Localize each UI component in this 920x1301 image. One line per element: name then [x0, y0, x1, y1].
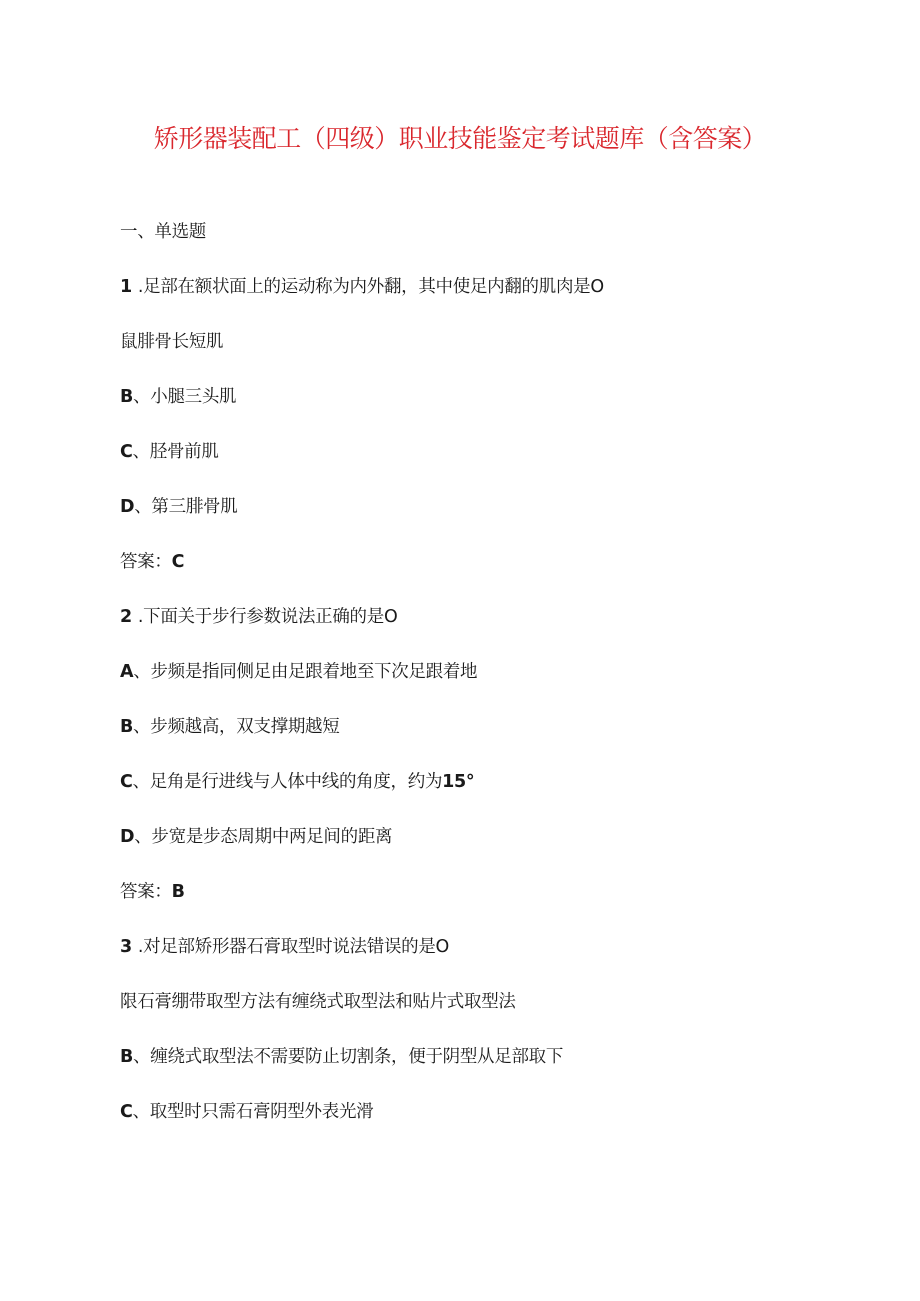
- question-1-option-b: [120, 384, 236, 410]
- option-label: C: [120, 772, 133, 792]
- option-text: 、步宽是步态周期中两足间的距离: [134, 827, 393, 847]
- option-label: D: [120, 497, 135, 517]
- question-1-option-a: [120, 329, 223, 355]
- option-text: 限石膏绷带取型方法有缠绕式取型法和贴片式取型法: [120, 992, 516, 1012]
- option-text: 、步频是指同侧足由足跟着地至下次足跟着地: [133, 662, 478, 682]
- question-2-option-a: [120, 659, 477, 685]
- question-text: .足部在额状面上的运动称为内外翻，其中使足内翻的肌肉是O: [137, 277, 604, 297]
- option-text: 、足角是行进线与人体中线的角度，约为: [132, 772, 443, 792]
- option-label: B: [120, 717, 134, 737]
- question-3-stem: [120, 934, 449, 960]
- question-number: 1: [120, 277, 132, 297]
- question-1-option-c: [120, 439, 219, 465]
- question-2-answer: [120, 879, 185, 905]
- option-text: 鼠腓骨长短肌: [120, 332, 224, 352]
- option-label: B: [120, 1047, 134, 1067]
- option-label: A: [120, 662, 134, 682]
- option-label: C: [120, 442, 133, 462]
- option-text: 、取型时只需石膏阴型外表光滑: [132, 1102, 374, 1122]
- answer-value: C: [171, 552, 185, 572]
- question-2-stem: [120, 604, 397, 630]
- option-label: C: [120, 1102, 133, 1122]
- question-3-option-c: [120, 1099, 373, 1125]
- question-3-option-b: [120, 1044, 563, 1070]
- question-3-option-a: [120, 989, 516, 1015]
- question-number: 3: [120, 937, 132, 957]
- answer-label: 答案：: [120, 882, 172, 902]
- option-text: 、步频越高，双支撑期越短: [133, 717, 340, 737]
- question-2-option-d: [120, 824, 392, 850]
- section-heading: 一、单选题: [120, 222, 206, 242]
- question-1-answer: [120, 549, 184, 575]
- question-text: .下面关于步行参数说法正确的是O: [137, 607, 398, 627]
- option-label: B: [120, 387, 134, 407]
- question-text: .对足部矫形器石膏取型时说法错误的是O: [137, 937, 450, 957]
- option-label: D: [120, 827, 135, 847]
- option-text: 、第三腓骨肌: [134, 497, 238, 517]
- option-text: 、小腿三头肌: [133, 387, 237, 407]
- option-text: 、胫骨前肌: [132, 442, 219, 462]
- option-value: 15°: [442, 772, 475, 792]
- question-1-stem: [120, 274, 604, 300]
- answer-label: 答案：: [120, 552, 172, 572]
- document-title: 矫形器装配工（四级）职业技能鉴定考试题库（含答案）: [153, 124, 767, 153]
- question-2-option-c: [120, 769, 474, 795]
- question-number: 2: [120, 607, 132, 627]
- question-2-option-b: [120, 714, 339, 740]
- answer-value: B: [171, 882, 185, 902]
- option-text: 、缠绕式取型法不需要防止切割条，便于阴型从足部取下: [133, 1047, 564, 1067]
- question-1-option-d: [120, 494, 237, 520]
